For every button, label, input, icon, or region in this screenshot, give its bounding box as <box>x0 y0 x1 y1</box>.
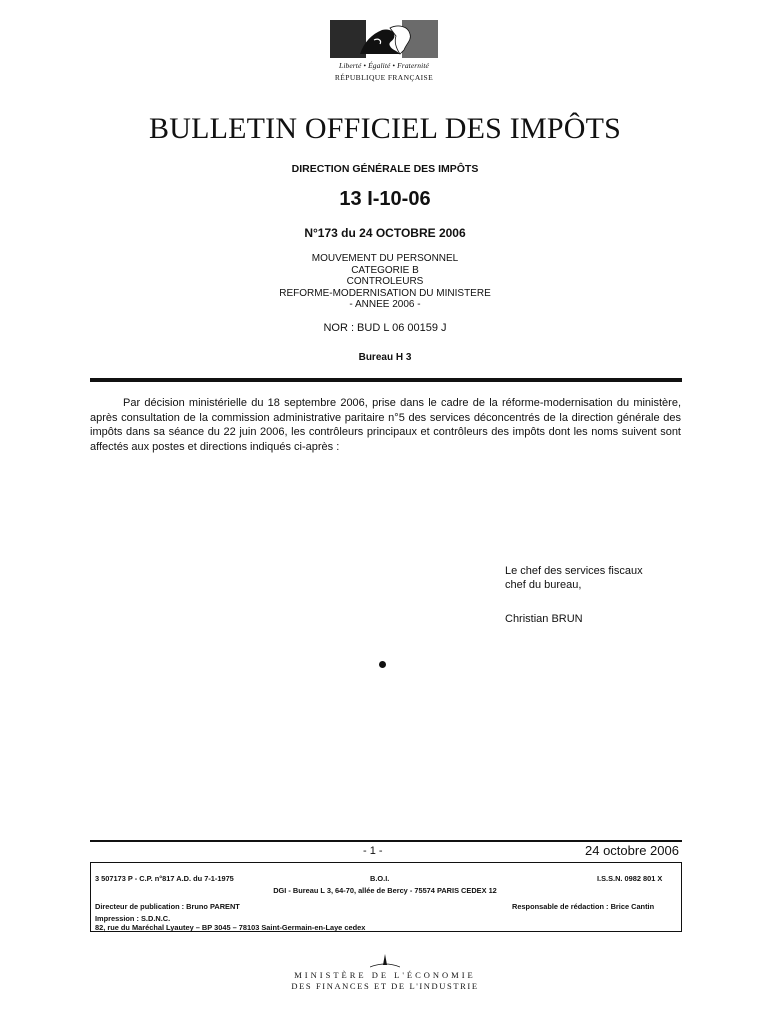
page-date: 24 octobre 2006 <box>585 843 679 858</box>
ministry-logo <box>270 953 500 998</box>
imprint-responsible: Responsable de rédaction : Brice Cantin <box>512 902 655 911</box>
imprint-boi: B.O.I. <box>370 874 390 883</box>
republic-motto: Liberté • Égalité • Fraternité <box>339 61 429 70</box>
subject-line: CONTROLEURS <box>346 276 424 287</box>
republic-name: RÉPUBLIQUE FRANÇAISE <box>334 73 434 82</box>
imprint-impression: Impression : S.D.N.C. <box>95 914 171 923</box>
imprint-dgi-address: DGI - Bureau L 3, 64-70, allée de Bercy - 75574 PARIS CEDEX 12 <box>273 886 497 895</box>
subject-line: MOUVEMENT DU PERSONNEL <box>311 253 459 264</box>
imprint-issn: I.S.S.N. 0982 801 X <box>597 874 663 883</box>
bulletin-reference: 13 I-10-06 <box>339 188 431 210</box>
signature-line: Le chef des services fiscaux <box>505 565 643 577</box>
bullet-dot-icon <box>379 661 386 668</box>
marianne-logo <box>330 20 438 82</box>
ministry-emblem-icon <box>370 953 400 969</box>
signature-line: chef du bureau, <box>505 578 582 591</box>
body-text <box>90 396 681 454</box>
imprint-director: Directeur de publication : Bruno PARENT <box>95 902 240 911</box>
page-number: - 1 - <box>363 845 383 857</box>
subject-line: - ANNEE 2006 - <box>349 299 421 310</box>
header-divider <box>90 378 682 382</box>
imprint-cp: 3 507173 P - C.P. n°817 A.D. du 7-1-1975 <box>95 874 234 883</box>
footer-divider <box>90 840 682 842</box>
imprint-printer-address: 82, rue du Maréchal Lyautey – BP 3045 – 78103 Saint-Germain-en-Laye cedex <box>95 923 366 932</box>
marianne-emblem-icon <box>330 20 438 58</box>
ministry-name-line2: DES FINANCES ET DE L'INDUSTRIE <box>291 981 479 991</box>
bulletin-title: BULLETIN OFFICIEL DES IMPÔTS <box>149 112 621 145</box>
signatory-name: Christian BRUN <box>505 613 583 625</box>
direction-label: DIRECTION GÉNÉRALE DES IMPÔTS <box>291 163 479 175</box>
issue-number: N°173 du 24 OCTOBRE 2006 <box>304 226 466 240</box>
subject-block <box>0 253 770 311</box>
signature-title <box>505 565 705 592</box>
subject-line: CATEGORIE B <box>351 264 419 276</box>
nor-reference: NOR : BUD L 06 00159 J <box>323 322 447 334</box>
imprint-box <box>90 862 682 932</box>
subject-line: REFORME-MODERNISATION DU MINISTERE <box>279 287 491 299</box>
decision-paragraph: Par décision ministérielle du 18 septembre 2006, prise dans le cadre de la réforme-modernisation du ministère, après consultation de la commission administrative paritaire n°5 des services déconcentrés de la direction générale des impôts dans sa séance du 22 juin 2006, les contrôleurs principaux et contrôleurs des impôts dont les noms suivent sont affectés aux postes et directions indiqués ci-après : <box>90 397 681 453</box>
ministry-name-line1: MINISTÈRE DE L'ÉCONOMIE <box>294 970 476 980</box>
bureau-label: Bureau H 3 <box>358 352 412 363</box>
